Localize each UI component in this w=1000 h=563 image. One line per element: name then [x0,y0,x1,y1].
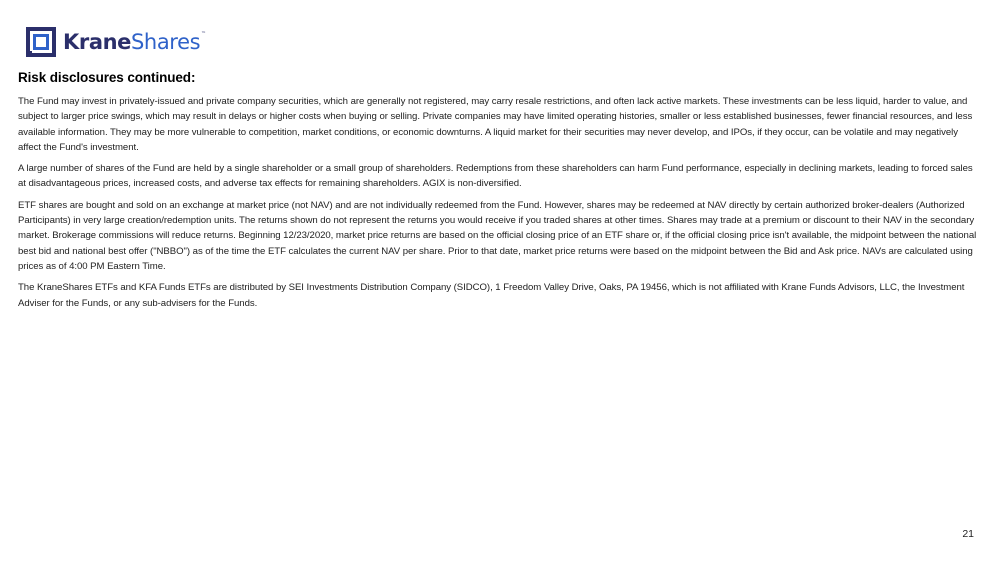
disclosure-paragraph-etf-trading: ETF shares are bought and sold on an exchange at market price (not NAV) and are not individually redeemed from the Fund. However, shares may be redeemed at NAV directly by certain authorized broker-dealers (Authorized Participants) in very large creation/redemption units. The returns shown do not represent the returns you would receive if you traded shares at other times. Shares may trade at a premium or discount to their NAV in the secondary market. Brokerage commissions will reduce returns. Beginning 12/23/2020, market price returns are based on the official closing price of an ETF share or, if the official closing price isn't available, the midpoint between the national best bid and national best offer ("NBBO") as of the time the ETF calculates the current NAV per share. Prior to that date, market price returns were based on the midpoint between the Bid and Ask price. NAVs are calculated using prices as of 4:00 PM Eastern Time. [18,199,977,272]
logo-trademark: ™ [201,30,206,37]
disclosure-paragraph-distributor: The KraneShares ETFs and KFA Funds ETFs are distributed by SEI Investments Distribution Company (SIDCO), 1 Freedom Valley Drive, Oaks, PA 19456, which is not affiliated with Krane Funds Advisors, LLC, the Investment Adviser for the Funds, or any sub-advisers for the Funds. [18,282,965,309]
kraneshares-logo-mark-icon [26,27,56,57]
kraneshares-logo [26,26,206,58]
logo-wordmark-shares: Shares [131,29,201,54]
section-heading: Risk disclosures continued: [18,70,196,85]
disclosure-body [18,94,982,317]
kraneshares-wordmark [63,29,206,54]
logo-wordmark-krane: Krane [63,29,131,54]
page-number: 21 [962,528,974,540]
disclosure-paragraph-private-securities: The Fund may invest in privately-issued and private company securities, which are generally not registered, may carry resale restrictions, and often lack active markets. These investments can be less liquid, harder to value, and subject to larger price swings, which may result in delays or higher costs when buying or selling. Private companies may have limited operating histories, smaller or less established businesses, fewer financial resources, and less available information. They may be more vulnerable to competition, market conditions, or economic downturns. A liquid market for their securities may never develop, and IPOs, if they occur, can be volatile and may negatively affect the Fund's investment. [18,96,973,153]
disclosure-paragraph-shareholder-concentration: A large number of shares of the Fund are held by a single shareholder or a small group of shareholders. Redemptions from these shareholders can harm Fund performance, especially in declining markets, leading to forced sales at disadvantageous prices, increased costs, and adverse tax effects for remaining shareholders. AGIX is non-diversified. [18,163,973,190]
